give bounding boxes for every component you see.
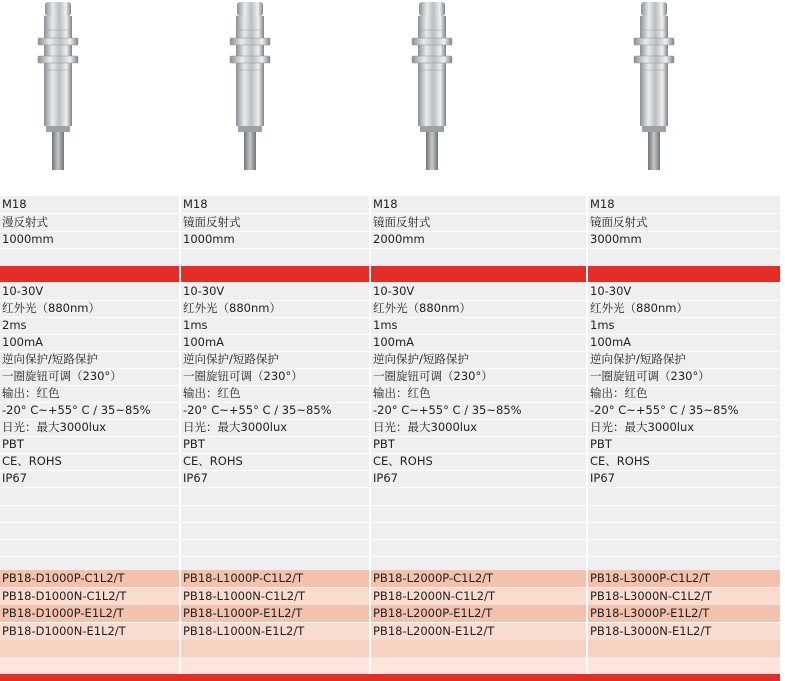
spec-row-text: 逆向保护/短路保护 bbox=[2, 352, 98, 366]
product-images bbox=[0, 0, 785, 172]
empty-row bbox=[0, 505, 179, 523]
spec-row-text: 红外光（880nm） bbox=[2, 301, 100, 315]
spec-row bbox=[0, 283, 179, 301]
empty-row bbox=[0, 488, 179, 506]
spec-row-text: 日光：最大3000lux bbox=[590, 420, 695, 434]
spec-row-text: 逆向保护/短路保护 bbox=[183, 352, 279, 366]
sensor-image bbox=[220, 0, 280, 170]
spec-row bbox=[181, 283, 369, 301]
empty-row bbox=[588, 539, 780, 557]
spec-row bbox=[588, 214, 780, 232]
spec-row bbox=[181, 402, 369, 420]
spec-row bbox=[371, 196, 586, 214]
spec-row-text: CE、ROHS bbox=[183, 454, 243, 468]
spec-row bbox=[588, 351, 780, 369]
spec-row bbox=[588, 436, 780, 454]
spec-row bbox=[181, 231, 369, 249]
model-row-text: PB18-L1000N-C1L2/T bbox=[183, 588, 306, 603]
spec-row bbox=[371, 283, 586, 301]
empty-row bbox=[588, 640, 780, 658]
empty-row bbox=[181, 505, 369, 523]
model-row-text: PB18-L3000N-E1L2/T bbox=[590, 623, 712, 638]
spec-row bbox=[181, 436, 369, 454]
spec-row-text: M18 bbox=[373, 197, 398, 211]
empty-row bbox=[371, 488, 586, 506]
model-row bbox=[371, 570, 586, 588]
spec-row bbox=[371, 231, 586, 249]
spec-row bbox=[371, 385, 586, 403]
model-row bbox=[371, 623, 586, 641]
spec-row-text: 逆向保护/短路保护 bbox=[373, 352, 469, 366]
spec-row bbox=[371, 351, 586, 369]
spec-row bbox=[371, 214, 586, 232]
model-row-text: PB18-D1000N-E1L2/T bbox=[2, 623, 126, 638]
spec-row bbox=[0, 436, 179, 454]
model-row-text: PB18-L2000P-C1L2/T bbox=[373, 571, 494, 585]
empty-row bbox=[588, 522, 780, 540]
empty-row bbox=[371, 640, 586, 658]
spec-row-text: 输出：红色 bbox=[590, 386, 648, 400]
spec-row-text: 逆向保护/短路保护 bbox=[590, 352, 686, 366]
spec-row-text: 镜面反射式 bbox=[590, 214, 648, 229]
spec-row bbox=[588, 470, 780, 488]
model-row-text: PB18-D1000N-C1L2/T bbox=[2, 588, 127, 603]
spec-row bbox=[0, 334, 179, 352]
model-row bbox=[181, 570, 369, 588]
spec-row bbox=[181, 368, 369, 386]
model-row bbox=[0, 570, 179, 588]
empty-row bbox=[588, 657, 780, 675]
spec-row bbox=[181, 470, 369, 488]
spec-row-text: 1ms bbox=[373, 318, 398, 332]
sensor-image bbox=[402, 0, 462, 170]
empty-row bbox=[588, 505, 780, 523]
model-row-text: PB18-L2000N-C1L2/T bbox=[373, 588, 496, 603]
spec-row-text: -20° C~+55° C / 35~85% bbox=[2, 403, 151, 417]
spec-row bbox=[588, 300, 780, 318]
empty-row bbox=[371, 522, 586, 540]
bottom-divider bbox=[0, 674, 780, 681]
spec-row bbox=[0, 196, 179, 214]
model-row bbox=[588, 588, 780, 606]
spec-row bbox=[0, 385, 179, 403]
spec-row-text: 红外光（880nm） bbox=[373, 301, 471, 315]
model-row bbox=[181, 605, 369, 623]
empty-row bbox=[181, 657, 369, 675]
spec-row bbox=[371, 317, 586, 335]
spec-row-text: 红外光（880nm） bbox=[590, 301, 688, 315]
empty-row bbox=[0, 522, 179, 540]
spec-row bbox=[371, 368, 586, 386]
spec-row-text: 10-30V bbox=[2, 284, 44, 298]
spec-row bbox=[371, 470, 586, 488]
spec-row-text: 镜面反射式 bbox=[373, 214, 431, 229]
spec-row-text: 100mA bbox=[2, 335, 44, 349]
spec-row-text: IP67 bbox=[373, 471, 398, 485]
spec-row-text: IP67 bbox=[183, 471, 208, 485]
model-row bbox=[588, 623, 780, 641]
model-row bbox=[0, 605, 179, 623]
spec-row-text: 日光：最大3000lux bbox=[373, 420, 478, 434]
model-row-text: PB18-L2000P-E1L2/T bbox=[373, 606, 493, 620]
spec-row-text: 日光：最大3000lux bbox=[2, 420, 107, 434]
spec-row bbox=[181, 196, 369, 214]
spec-row bbox=[181, 334, 369, 352]
spec-row bbox=[181, 453, 369, 471]
model-row-text: PB18-L1000P-C1L2/T bbox=[183, 571, 304, 585]
spec-row-text: 1000mm bbox=[183, 232, 235, 246]
model-row-text: PB18-L2000N-E1L2/T bbox=[373, 623, 495, 638]
spec-row-text: 3000mm bbox=[590, 232, 642, 246]
spec-row bbox=[0, 214, 179, 232]
spec-row bbox=[588, 385, 780, 403]
spec-row bbox=[0, 368, 179, 386]
section-divider bbox=[0, 266, 780, 282]
spec-row-text: PBT bbox=[590, 437, 612, 451]
spec-row-text: 2000mm bbox=[373, 232, 425, 246]
model-row-text: PB18-L3000N-C1L2/T bbox=[590, 588, 713, 603]
spec-row-text: CE、ROHS bbox=[373, 454, 433, 468]
empty-row bbox=[181, 539, 369, 557]
spec-row bbox=[371, 419, 586, 437]
spec-row bbox=[0, 419, 179, 437]
sensor-image bbox=[624, 0, 684, 170]
spec-row bbox=[181, 351, 369, 369]
spec-row-text: PBT bbox=[183, 437, 205, 451]
spec-row-text: 镜面反射式 bbox=[183, 214, 241, 229]
model-row-text: PB18-L1000N-E1L2/T bbox=[183, 623, 305, 638]
spec-row bbox=[181, 214, 369, 232]
spec-row-text: -20° C~+55° C / 35~85% bbox=[373, 403, 522, 417]
spec-row-text: M18 bbox=[183, 197, 208, 211]
spec-row-text: 100mA bbox=[183, 335, 225, 349]
model-row bbox=[371, 588, 586, 606]
empty-row bbox=[0, 657, 179, 675]
spec-row bbox=[588, 283, 780, 301]
spec-row-text: 10-30V bbox=[590, 284, 632, 298]
model-row-text: PB18-D1000P-C1L2/T bbox=[2, 571, 125, 585]
model-row bbox=[181, 623, 369, 641]
spec-row bbox=[181, 317, 369, 335]
model-row-text: PB18-L3000P-E1L2/T bbox=[590, 606, 710, 620]
model-row bbox=[0, 623, 179, 641]
spec-row bbox=[0, 231, 179, 249]
empty-row bbox=[371, 505, 586, 523]
spec-row bbox=[588, 196, 780, 214]
spec-row-text: M18 bbox=[590, 197, 615, 211]
empty-row bbox=[181, 640, 369, 658]
spec-row bbox=[371, 300, 586, 318]
spec-row bbox=[588, 231, 780, 249]
spec-row bbox=[181, 385, 369, 403]
spec-row-text: 1ms bbox=[183, 318, 208, 332]
spec-row-text: 输出：红色 bbox=[373, 386, 431, 400]
spec-row bbox=[371, 453, 586, 471]
empty-row bbox=[588, 488, 780, 506]
spec-row bbox=[181, 300, 369, 318]
model-row bbox=[588, 605, 780, 623]
model-row bbox=[588, 570, 780, 588]
empty-row bbox=[0, 640, 179, 658]
spec-row bbox=[588, 317, 780, 335]
spec-row bbox=[0, 317, 179, 335]
model-row-text: PB18-L3000P-C1L2/T bbox=[590, 571, 711, 585]
spec-row bbox=[181, 419, 369, 437]
spec-row-text: 一圈旋钮可调（230°） bbox=[2, 369, 122, 383]
spec-row-text: 漫反射式 bbox=[2, 214, 48, 229]
spec-row bbox=[0, 402, 179, 420]
spec-row bbox=[0, 470, 179, 488]
spec-row-text: 红外光（880nm） bbox=[183, 301, 281, 315]
spec-row-text: 10-30V bbox=[183, 284, 225, 298]
spec-row bbox=[371, 436, 586, 454]
empty-row bbox=[0, 539, 179, 557]
spec-row-text: IP67 bbox=[590, 471, 615, 485]
model-row bbox=[181, 588, 369, 606]
spec-row bbox=[588, 368, 780, 386]
spec-row-text: 10-30V bbox=[373, 284, 415, 298]
empty-row bbox=[371, 657, 586, 675]
spec-row-text: 日光：最大3000lux bbox=[183, 420, 288, 434]
empty-row bbox=[181, 488, 369, 506]
spec-row-text: CE、ROHS bbox=[590, 454, 650, 468]
spec-row bbox=[0, 453, 179, 471]
spec-row-text: 1000mm bbox=[2, 232, 54, 246]
spec-row bbox=[371, 402, 586, 420]
spec-row-text: -20° C~+55° C / 35~85% bbox=[590, 403, 739, 417]
model-row-text: PB18-L1000P-E1L2/T bbox=[183, 606, 303, 620]
spec-row-text: 一圈旋钮可调（230°） bbox=[373, 369, 493, 383]
model-row bbox=[0, 588, 179, 606]
spec-row-text: 一圈旋钮可调（230°） bbox=[183, 369, 303, 383]
model-row-text: PB18-D1000P-E1L2/T bbox=[2, 606, 124, 620]
spec-row bbox=[588, 419, 780, 437]
spec-row bbox=[0, 351, 179, 369]
spec-row-text: 100mA bbox=[373, 335, 415, 349]
spec-row-text: IP67 bbox=[2, 471, 27, 485]
spec-row-text: CE、ROHS bbox=[2, 454, 62, 468]
spec-row bbox=[588, 334, 780, 352]
spec-row bbox=[0, 300, 179, 318]
spec-row-text: PBT bbox=[2, 437, 24, 451]
spec-row-text: 输出：红色 bbox=[183, 386, 241, 400]
spec-row-text: 一圈旋钮可调（230°） bbox=[590, 369, 710, 383]
spec-row-text: 输出：红色 bbox=[2, 386, 60, 400]
spec-row-text: M18 bbox=[2, 197, 27, 211]
spec-row-text: 1ms bbox=[590, 318, 615, 332]
spec-row-text: PBT bbox=[373, 437, 395, 451]
spec-row bbox=[371, 334, 586, 352]
spec-row bbox=[588, 402, 780, 420]
empty-row bbox=[181, 522, 369, 540]
empty-row bbox=[371, 539, 586, 557]
sensor-image bbox=[28, 0, 88, 170]
spec-row-text: 100mA bbox=[590, 335, 632, 349]
spec-row-text: -20° C~+55° C / 35~85% bbox=[183, 403, 332, 417]
spec-row bbox=[588, 453, 780, 471]
spec-row-text: 2ms bbox=[2, 318, 27, 332]
model-row bbox=[371, 605, 586, 623]
